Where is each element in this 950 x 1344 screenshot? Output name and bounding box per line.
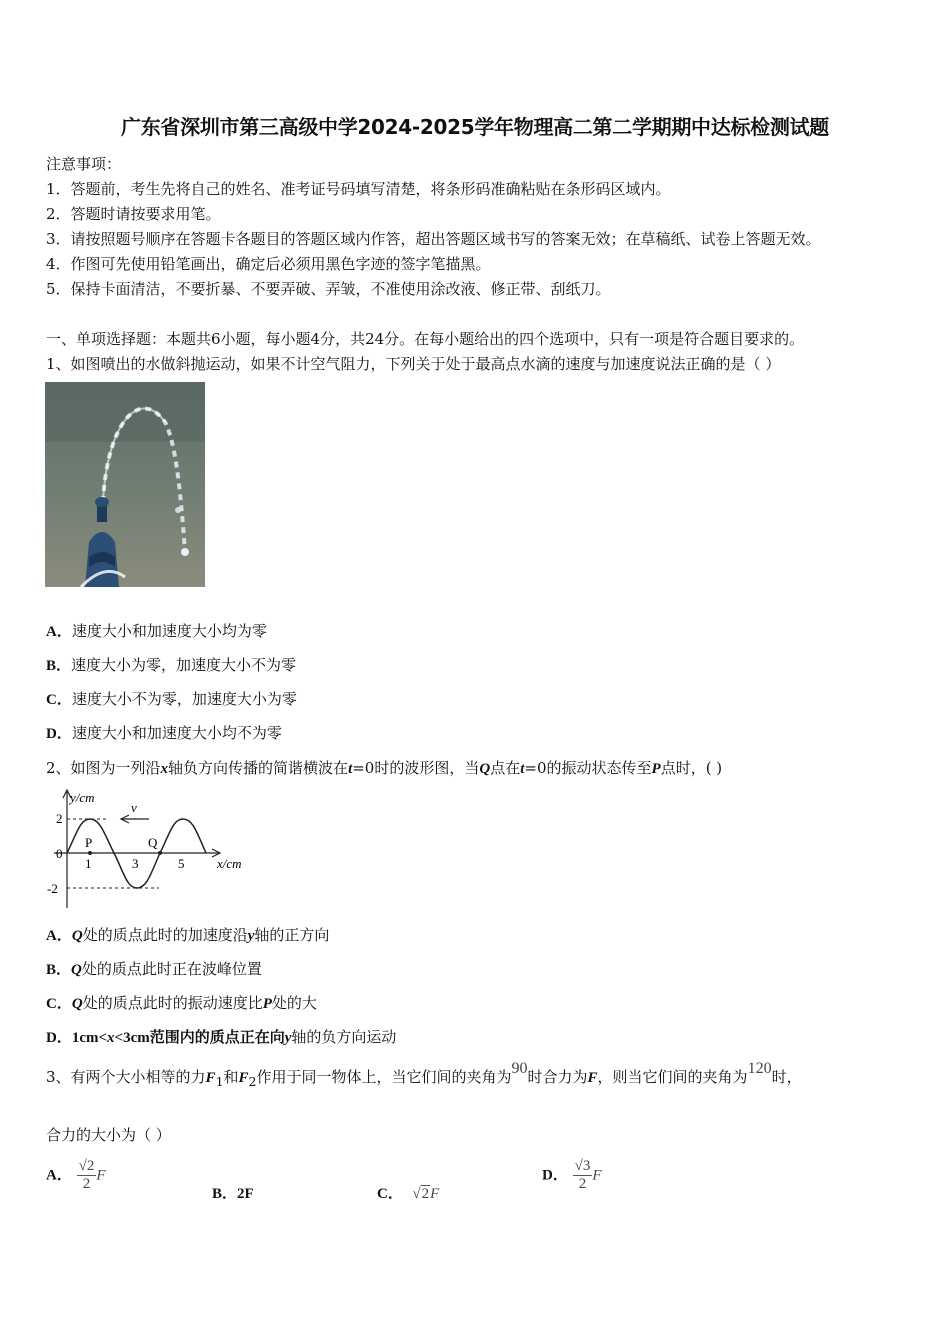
fountain-photo [45, 382, 205, 587]
q1-option-d[interactable]: D．速度大小和加速度大小均不为零 [46, 724, 282, 742]
section-heading: 一、单项选择题：本题共6小题，每小题4分，共24分。在每小题给出的四个选项中，只有一项是符合题目要求的。 [46, 330, 805, 348]
q3-stem: 3、有两个大小相等的力$F_1$和$F_2$作用于同一物体上，当它们间的夹角为90时合力为F，则当它们间的夹角为120时， [46, 1060, 802, 1089]
q2-option-a[interactable]: A．Q处的质点此时的加速度沿y轴的正方向 [46, 926, 330, 944]
angle-120: 120 [747, 1060, 772, 1077]
x-tick-5: 5 [178, 856, 185, 871]
q2-stem: 2、如图为一列沿x轴负方向传播的简谐横波在t=0时的波形图，当Q点在t=0的振动状态传至P点时，( ) [46, 759, 723, 777]
angle-90: 90 [511, 1060, 528, 1077]
point-q-label: Q [148, 835, 158, 850]
notes-heading: 注意事项： [46, 155, 122, 173]
x-tick-1: 1 [85, 856, 92, 871]
velocity-label: v [131, 800, 137, 815]
note-item: 5．保持卡面清洁，不要折暴、不要弄破、弄皱，不准使用涂改液、修正带、刮纸刀。 [46, 280, 611, 298]
fraction: $\frac{√3}{2}$ [574, 1158, 591, 1192]
page-title: 广东省深圳市第三高级中学2024-2025学年物理高二第二学期期中达标检测试题 [121, 115, 829, 139]
q1-option-c[interactable]: C．速度大小不为零，加速度大小为零 [46, 690, 297, 708]
fraction: $\frac{√2}{2}$ [78, 1158, 95, 1192]
x-tick-3: 3 [132, 856, 139, 871]
x-axis-label: x/cm [217, 856, 242, 871]
note-item: 1．答题前，考生先将自己的姓名、准考证号码填写清楚，将条形码准确粘贴在条形码区域内。 [46, 180, 671, 198]
q2-option-b[interactable]: B．Q处的质点此时正在波峰位置 [46, 960, 262, 978]
q1-option-a[interactable]: A．速度大小和加速度大小均为零 [46, 622, 267, 640]
q2-option-c[interactable]: C．Q处的质点此时的振动速度比P处的大 [46, 994, 317, 1012]
q3-option-d[interactable]: D． $\frac{√3}{2}$ F [542, 1158, 602, 1192]
point-p [88, 851, 92, 855]
y-tick-0: 0 [56, 846, 63, 861]
note-item: 3．请按照题号顺序在答题卡各题目的答题区域内作答，超出答题区域书写的答案无效；在草稿纸、试卷上答题无效。 [46, 230, 821, 248]
q3-option-b[interactable]: B．2F [212, 1186, 254, 1202]
q1-option-b[interactable]: B．速度大小为零，加速度大小不为零 [46, 656, 297, 674]
note-item: 2．答题时请按要求用笔。 [46, 205, 221, 223]
q3-option-c[interactable]: C． √2F [377, 1186, 440, 1202]
q3-stem-continued: 合力的大小为（ ） [46, 1126, 171, 1144]
y-tick-neg2: -2 [47, 881, 58, 896]
wave-graph [44, 788, 256, 913]
q3-option-a[interactable]: A． $\frac{√2}{2}$ F [46, 1158, 106, 1192]
y-tick-2: 2 [56, 811, 63, 826]
q1-stem: 1、如图喷出的水做斜抛运动，如果不计空气阻力，下列关于处于最高点水滴的速度与加速度说法正确的是（ ） [46, 355, 781, 373]
q2-option-d[interactable]: D．1cm<x<3cm范围内的质点正在向y轴的负方向运动 [46, 1028, 397, 1046]
y-axis-label: y/cm [70, 790, 95, 805]
point-p-label: P [85, 835, 93, 850]
note-item: 4．作图可先使用铅笔画出，确定后必须用黑色字迹的签字笔描黑。 [46, 255, 491, 273]
point-q [158, 851, 162, 855]
